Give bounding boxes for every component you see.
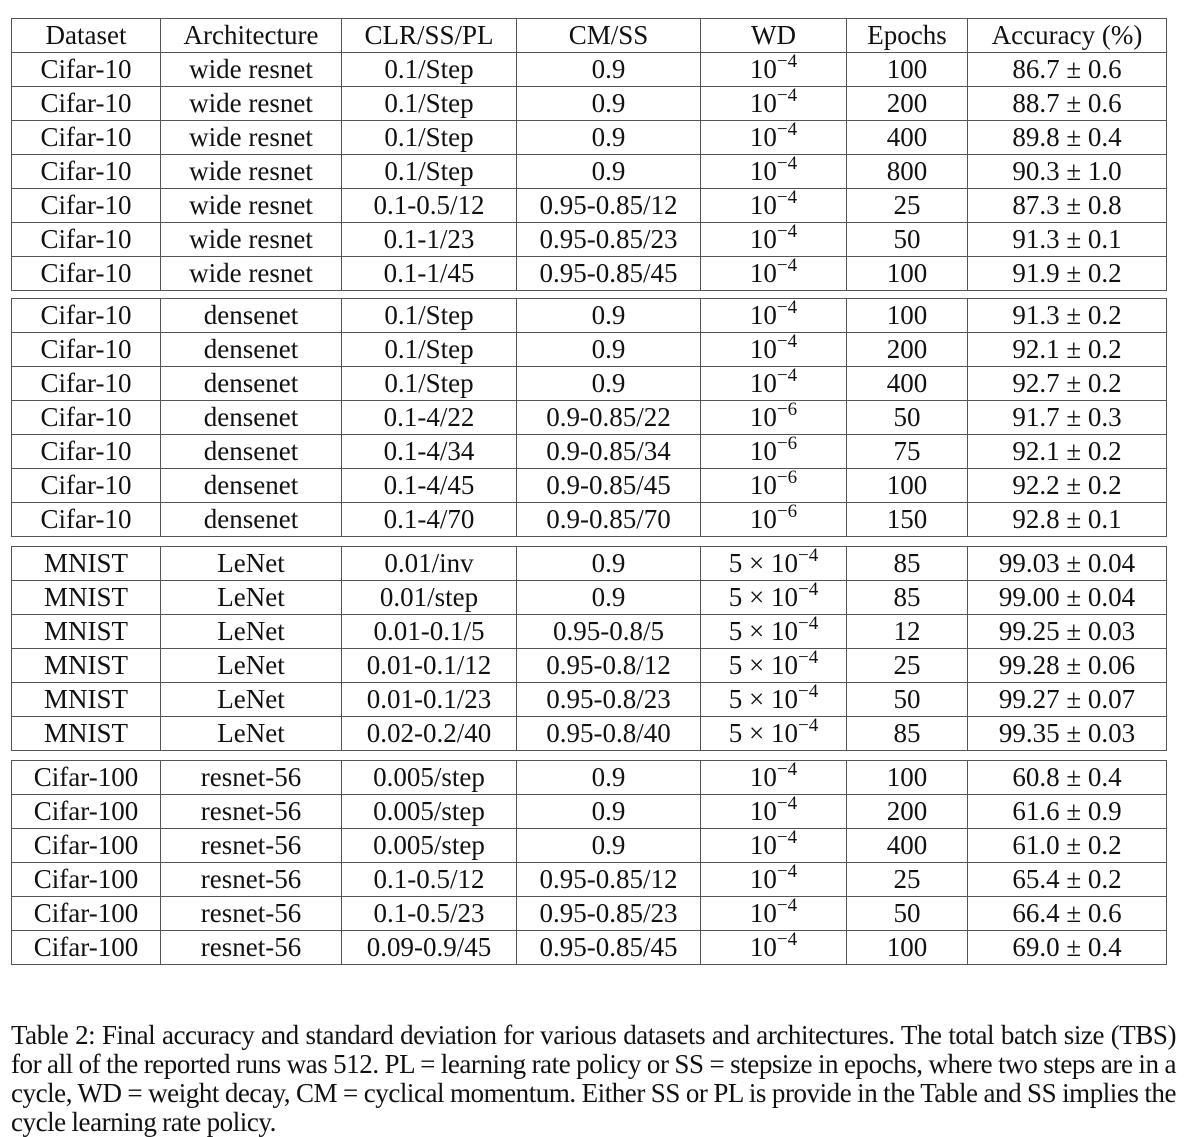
table-row [12,401,1167,435]
cell-clr: 0.1/Step [342,299,517,333]
cell-architecture: densenet [161,333,342,367]
wd-base: 10 [749,54,777,84]
cell-clr: 0.02-0.2/40 [342,717,517,751]
cell-dataset: MNIST [12,649,161,683]
cell-wd [701,863,847,897]
cell-dataset: Cifar-10 [12,469,161,503]
wd-base: 10 [749,258,777,288]
cell-accuracy: 99.28 ± 0.06 [968,649,1167,683]
wd-base: 5 × 10 [728,548,798,578]
cell-clr: 0.1/Step [342,333,517,367]
cell-accuracy: 66.4 ± 0.6 [968,897,1167,931]
wd-exponent: −4 [776,895,798,916]
cell-cm: 0.95-0.8/5 [517,615,701,649]
table-row [12,897,1167,931]
wd-base: 5 × 10 [728,582,798,612]
cell-accuracy: 86.7 ± 0.6 [968,53,1167,87]
cell-dataset: MNIST [12,683,161,717]
results-table [11,546,1167,751]
cell-cm: 0.9 [517,299,701,333]
cell-wd [701,503,847,537]
wd-base: 10 [749,762,777,792]
cell-wd [701,829,847,863]
wd-exponent: −4 [776,85,798,106]
cell-cm: 0.9 [517,761,701,795]
cell-epochs: 50 [847,401,968,435]
table-row [12,581,1167,615]
cell-architecture: LeNet [161,683,342,717]
cell-epochs: 150 [847,503,968,537]
table-row [12,155,1167,189]
wd-exponent: −4 [776,365,798,386]
cell-epochs: 100 [847,257,968,291]
cell-clr: 0.005/step [342,829,517,863]
table-block-lenet [11,546,1166,751]
table-block-resnet56 [11,760,1166,965]
wd-base: 10 [749,436,777,466]
cell-epochs: 85 [847,547,968,581]
wd-base: 10 [749,932,777,962]
table-row [12,547,1167,581]
cell-wd [701,469,847,503]
cell-clr: 0.1-1/45 [342,257,517,291]
cell-accuracy: 92.1 ± 0.2 [968,333,1167,367]
cell-accuracy: 92.1 ± 0.2 [968,435,1167,469]
cell-dataset: Cifar-10 [12,155,161,189]
cell-architecture: wide resnet [161,223,342,257]
cell-accuracy: 99.25 ± 0.03 [968,615,1167,649]
cell-epochs: 100 [847,299,968,333]
cell-accuracy: 61.0 ± 0.2 [968,829,1167,863]
cell-dataset: MNIST [12,581,161,615]
cell-epochs: 25 [847,649,968,683]
cell-accuracy: 61.6 ± 0.9 [968,795,1167,829]
cell-wd [701,615,847,649]
cell-architecture: resnet-56 [161,897,342,931]
results-table [11,760,1167,965]
wd-base: 10 [749,402,777,432]
wd-exponent: −4 [776,331,798,352]
cell-wd [701,795,847,829]
cell-clr: 0.1/Step [342,121,517,155]
wd-base: 10 [749,122,777,152]
cell-architecture: densenet [161,299,342,333]
cell-epochs: 400 [847,367,968,401]
wd-exponent: −6 [776,399,798,420]
cell-architecture: densenet [161,469,342,503]
cell-epochs: 100 [847,53,968,87]
cell-accuracy: 88.7 ± 0.6 [968,87,1167,121]
cell-epochs: 50 [847,223,968,257]
table-row [12,333,1167,367]
cell-accuracy: 91.3 ± 0.1 [968,223,1167,257]
table-row [12,863,1167,897]
table-row [12,469,1167,503]
cell-clr: 0.1-4/45 [342,469,517,503]
column-header-epochs: Epochs [847,19,968,53]
cell-clr: 0.1/Step [342,367,517,401]
cell-cm: 0.9-0.85/34 [517,435,701,469]
wd-exponent: −4 [776,759,798,780]
wd-exponent: −6 [776,433,798,454]
wd-exponent: −4 [798,613,819,634]
cell-epochs: 100 [847,931,968,965]
cell-wd [701,401,847,435]
wd-base: 5 × 10 [728,718,798,748]
cell-cm: 0.9 [517,581,701,615]
cell-architecture: resnet-56 [161,863,342,897]
cell-wd [701,223,847,257]
cell-architecture: densenet [161,401,342,435]
wd-exponent: −4 [776,221,798,242]
cell-wd [701,761,847,795]
cell-epochs: 25 [847,863,968,897]
cell-dataset: Cifar-10 [12,87,161,121]
cell-clr: 0.01-0.1/5 [342,615,517,649]
column-header-wd: WD [701,19,847,53]
table-row [12,503,1167,537]
wd-exponent: −4 [776,793,798,814]
cell-accuracy: 91.7 ± 0.3 [968,401,1167,435]
wd-base: 10 [749,334,777,364]
cell-wd [701,435,847,469]
cell-clr: 0.01/inv [342,547,517,581]
cell-cm: 0.9 [517,367,701,401]
cell-cm: 0.9-0.85/70 [517,503,701,537]
cell-epochs: 85 [847,717,968,751]
cell-cm: 0.95-0.8/12 [517,649,701,683]
table-row [12,931,1167,965]
cell-epochs: 50 [847,897,968,931]
table-row [12,717,1167,751]
cell-accuracy: 99.27 ± 0.07 [968,683,1167,717]
wd-base: 5 × 10 [728,616,798,646]
cell-accuracy: 91.9 ± 0.2 [968,257,1167,291]
cell-clr: 0.1-0.5/23 [342,897,517,931]
cell-dataset: Cifar-10 [12,223,161,257]
cell-cm: 0.95-0.85/23 [517,223,701,257]
cell-epochs: 200 [847,795,968,829]
cell-architecture: densenet [161,503,342,537]
cell-epochs: 400 [847,121,968,155]
cell-wd [701,931,847,965]
table-caption: Table 2: Final accuracy and standard deviation for various datasets and architectures. The total batch size (TBS) for all of the reported runs was 512. PL = learning rate policy or SS = stepsize in epochs, where two steps are in a cycle, WD = weight decay, CM = cyclical momentum. Either SS or PL is provide in the Table and SS implies the cycle learning rate policy. [11,1020,1176,1137]
cell-wd [701,367,847,401]
cell-cm: 0.95-0.85/45 [517,257,701,291]
cell-accuracy: 92.2 ± 0.2 [968,469,1167,503]
cell-dataset: Cifar-10 [12,257,161,291]
cell-accuracy: 92.7 ± 0.2 [968,367,1167,401]
wd-base: 10 [749,470,777,500]
wd-base: 10 [749,300,777,330]
cell-dataset: Cifar-10 [12,53,161,87]
wd-base: 10 [749,88,777,118]
column-header-dataset: Dataset [12,19,161,53]
cell-architecture: LeNet [161,649,342,683]
column-header-cm: CM/SS [517,19,701,53]
cell-dataset: Cifar-10 [12,401,161,435]
wd-exponent: −4 [776,827,798,848]
cell-wd [701,333,847,367]
table-block-densenet [11,298,1166,537]
table-row [12,121,1167,155]
wd-base: 10 [749,156,777,186]
cell-clr: 0.1/Step [342,53,517,87]
cell-epochs: 200 [847,333,968,367]
cell-clr: 0.1/Step [342,155,517,189]
cell-clr: 0.1-4/34 [342,435,517,469]
cell-architecture: resnet-56 [161,931,342,965]
cell-dataset: Cifar-100 [12,897,161,931]
cell-dataset: Cifar-10 [12,503,161,537]
wd-exponent: −4 [798,647,819,668]
cell-wd [701,257,847,291]
cell-clr: 0.01-0.1/23 [342,683,517,717]
wd-exponent: −4 [776,153,798,174]
table-row [12,761,1167,795]
cell-wd [701,299,847,333]
cell-cm: 0.95-0.8/40 [517,717,701,751]
wd-exponent: −4 [798,681,819,702]
cell-wd [701,87,847,121]
cell-clr: 0.1-4/22 [342,401,517,435]
cell-dataset: Cifar-10 [12,367,161,401]
cell-architecture: wide resnet [161,189,342,223]
cell-epochs: 200 [847,87,968,121]
cell-clr: 0.09-0.9/45 [342,931,517,965]
table-row [12,683,1167,717]
cell-clr: 0.1/Step [342,87,517,121]
cell-clr: 0.1-0.5/12 [342,189,517,223]
cell-accuracy: 92.8 ± 0.1 [968,503,1167,537]
cell-dataset: Cifar-10 [12,435,161,469]
cell-dataset: MNIST [12,615,161,649]
cell-architecture: resnet-56 [161,829,342,863]
wd-exponent: −4 [798,715,819,736]
wd-base: 10 [749,224,777,254]
table-header-row [12,19,1167,53]
results-table [11,18,1167,291]
cell-cm: 0.9 [517,829,701,863]
cell-wd [701,683,847,717]
wd-base: 10 [749,898,777,928]
results-table [11,298,1167,537]
wd-exponent: −4 [776,255,798,276]
table-row [12,615,1167,649]
cell-cm: 0.9 [517,53,701,87]
table-row [12,223,1167,257]
wd-exponent: −4 [776,861,798,882]
cell-clr: 0.1-4/70 [342,503,517,537]
cell-architecture: wide resnet [161,155,342,189]
cell-clr: 0.1-1/23 [342,223,517,257]
cell-cm: 0.95-0.85/12 [517,863,701,897]
cell-wd [701,897,847,931]
cell-clr: 0.01-0.1/12 [342,649,517,683]
cell-dataset: Cifar-100 [12,931,161,965]
table-row [12,795,1167,829]
cell-accuracy: 69.0 ± 0.4 [968,931,1167,965]
cell-architecture: wide resnet [161,121,342,155]
cell-dataset: MNIST [12,547,161,581]
table-row [12,367,1167,401]
cell-cm: 0.95-0.85/12 [517,189,701,223]
cell-architecture: LeNet [161,581,342,615]
table-row [12,829,1167,863]
cell-cm: 0.95-0.8/23 [517,683,701,717]
table-row [12,189,1167,223]
cell-cm: 0.9 [517,547,701,581]
cell-dataset: Cifar-10 [12,333,161,367]
cell-architecture: LeNet [161,615,342,649]
cell-dataset: Cifar-100 [12,795,161,829]
wd-base: 5 × 10 [728,650,798,680]
cell-epochs: 100 [847,761,968,795]
cell-accuracy: 65.4 ± 0.2 [968,863,1167,897]
cell-architecture: densenet [161,435,342,469]
cell-epochs: 12 [847,615,968,649]
cell-architecture: densenet [161,367,342,401]
wd-exponent: −6 [776,467,798,488]
cell-architecture: resnet-56 [161,795,342,829]
cell-clr: 0.01/step [342,581,517,615]
wd-exponent: −4 [798,545,819,566]
table-row [12,257,1167,291]
cell-architecture: wide resnet [161,257,342,291]
cell-cm: 0.9 [517,795,701,829]
wd-exponent: −4 [776,51,798,72]
cell-wd [701,121,847,155]
cell-cm: 0.95-0.85/45 [517,931,701,965]
cell-architecture: resnet-56 [161,761,342,795]
cell-dataset: Cifar-100 [12,761,161,795]
wd-base: 10 [749,368,777,398]
cell-wd [701,581,847,615]
wd-base: 10 [749,830,777,860]
cell-dataset: Cifar-10 [12,121,161,155]
cell-epochs: 50 [847,683,968,717]
wd-exponent: −4 [776,119,798,140]
cell-architecture: wide resnet [161,87,342,121]
cell-accuracy: 91.3 ± 0.2 [968,299,1167,333]
cell-wd [701,649,847,683]
cell-dataset: Cifar-100 [12,829,161,863]
cell-clr: 0.1-0.5/12 [342,863,517,897]
cell-epochs: 25 [847,189,968,223]
cell-dataset: Cifar-100 [12,863,161,897]
column-header-accuracy: Accuracy (%) [968,19,1167,53]
cell-epochs: 85 [847,581,968,615]
cell-cm: 0.9 [517,87,701,121]
wd-exponent: −6 [776,501,798,522]
wd-base: 10 [749,190,777,220]
cell-wd [701,717,847,751]
table-row [12,299,1167,333]
cell-wd [701,155,847,189]
table-row [12,53,1167,87]
cell-accuracy: 99.35 ± 0.03 [968,717,1167,751]
table-row [12,87,1167,121]
wd-base: 10 [749,796,777,826]
wd-base: 10 [749,864,777,894]
table-block-wide-resnet [11,18,1166,291]
wd-exponent: −4 [776,187,798,208]
cell-dataset: MNIST [12,717,161,751]
cell-dataset: Cifar-10 [12,299,161,333]
cell-wd [701,189,847,223]
cell-accuracy: 99.00 ± 0.04 [968,581,1167,615]
cell-epochs: 400 [847,829,968,863]
cell-accuracy: 90.3 ± 1.0 [968,155,1167,189]
cell-accuracy: 87.3 ± 0.8 [968,189,1167,223]
wd-exponent: −4 [798,579,819,600]
table-row [12,435,1167,469]
cell-wd [701,53,847,87]
wd-base: 5 × 10 [728,684,798,714]
cell-architecture: wide resnet [161,53,342,87]
cell-cm: 0.9 [517,121,701,155]
cell-architecture: LeNet [161,547,342,581]
table-row [12,649,1167,683]
cell-accuracy: 99.03 ± 0.04 [968,547,1167,581]
cell-dataset: Cifar-10 [12,189,161,223]
cell-accuracy: 89.8 ± 0.4 [968,121,1167,155]
cell-cm: 0.9 [517,333,701,367]
cell-architecture: LeNet [161,717,342,751]
cell-cm: 0.9-0.85/45 [517,469,701,503]
cell-epochs: 75 [847,435,968,469]
cell-clr: 0.005/step [342,795,517,829]
cell-cm: 0.9 [517,155,701,189]
cell-epochs: 100 [847,469,968,503]
cell-cm: 0.95-0.85/23 [517,897,701,931]
cell-cm: 0.9-0.85/22 [517,401,701,435]
column-header-architecture: Architecture [161,19,342,53]
wd-exponent: −4 [776,929,798,950]
column-header-clr: CLR/SS/PL [342,19,517,53]
wd-exponent: −4 [776,297,798,318]
wd-base: 10 [749,504,777,534]
cell-epochs: 800 [847,155,968,189]
cell-wd [701,547,847,581]
cell-clr: 0.005/step [342,761,517,795]
cell-accuracy: 60.8 ± 0.4 [968,761,1167,795]
